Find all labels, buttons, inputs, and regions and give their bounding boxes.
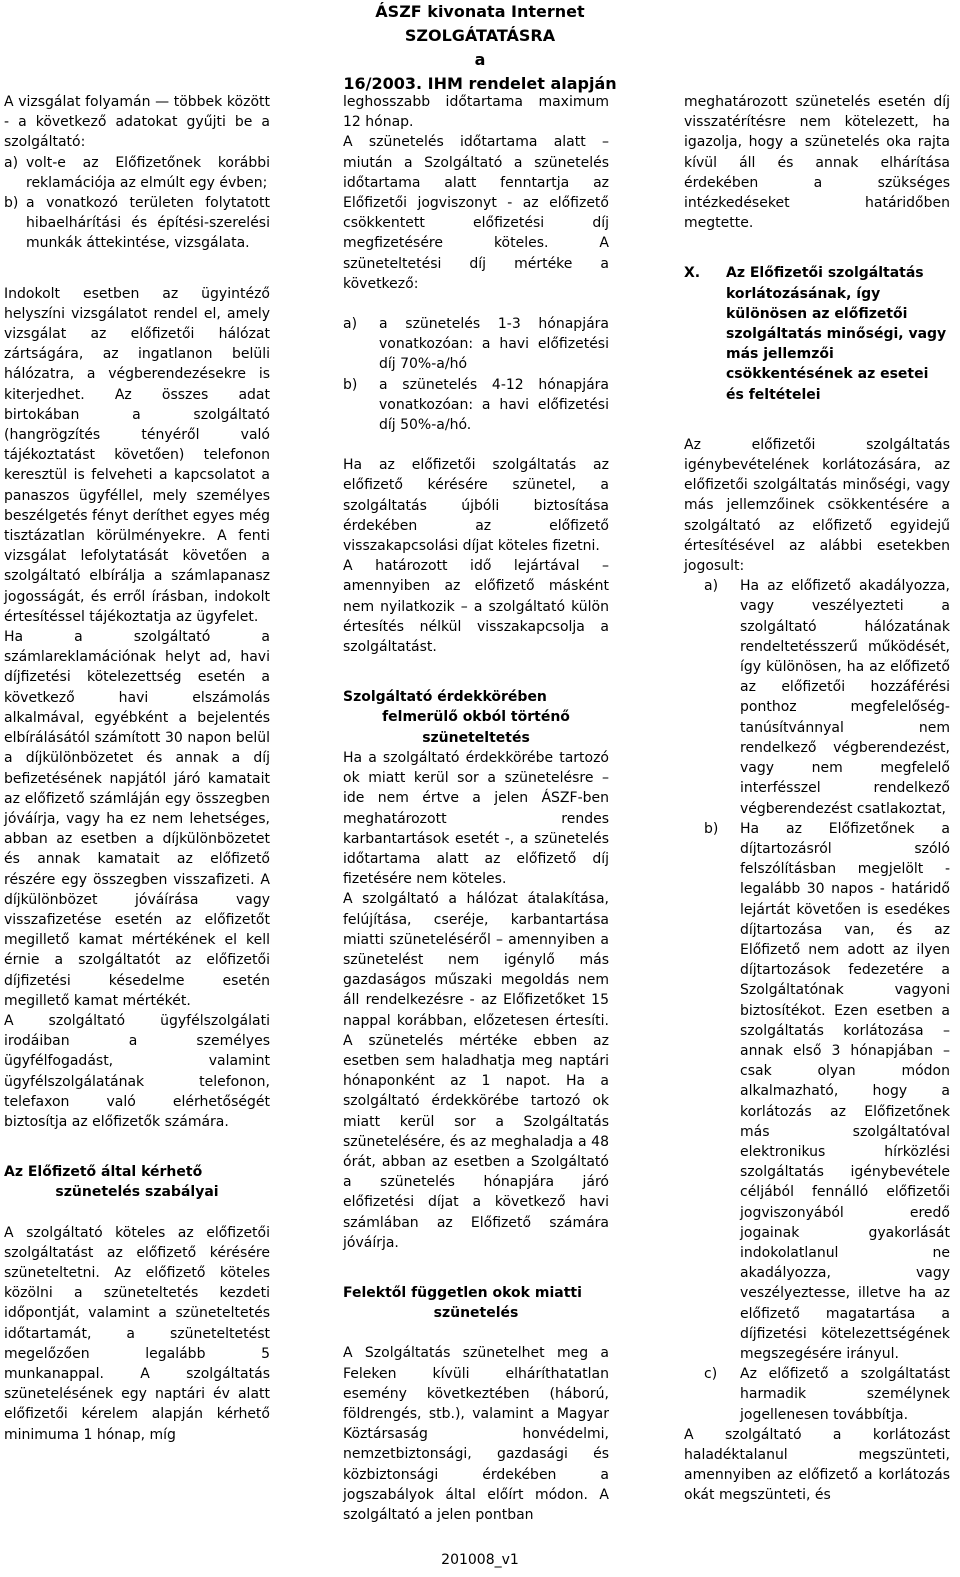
column-3	[684, 92, 950, 1506]
header-title: ÁSZF kivonata Internet SZOLGÁTATÁSRA	[375, 2, 585, 45]
column-1	[4, 92, 270, 1445]
header-regulation: 16/2003. IHM rendelet alapján	[343, 74, 617, 93]
list-label: b)	[704, 820, 719, 837]
list-item	[4, 193, 270, 254]
list-item	[4, 153, 270, 193]
section-heading-provider-suspension: Szolgáltató érdekkörében felmerülő okból történő szüneteltetés	[343, 689, 570, 746]
paragraph-onsite-inspection: Indokolt esetben az ügyintéző helyszíni vizsgálatot rendel el, amely vizsgálat az előfizetői hálózat zártságára, az ingatlanon belüli hálózatra, a végberendezésekre is kiterjedhet. Az összes adat birtokában a szolgáltató (hangrögzítés tényéről való tájékoztatást követően) telefonon keresztül is felveheti a kapcsolatot a panaszos ügyféllel, mely személyes beszélgetés fényt deríthet egyes még tisztázatlan körülményekre. A fenti vizsgálat lefolytatását követően a szolgáltató elbírálja a számlapanasz jogosságát, és erről írásban, indokolt értesítéssel tájékoztatja az ügyfelet.	[4, 285, 270, 625]
version-footer: 201008_v1	[441, 1552, 519, 1568]
paragraph-suspension-request: A szolgáltató köteles az előfizetői szolgáltatást az előfizető kérésére szüneteltetni. Az előfizető köteles közölni a szüneteltetés kezdeti időpontját, valamint a szüneteltetés időtartamát, a szüneteltetést megelőzően legalább 5 munkanappal. A szolgáltatás szünetelésének egy naptári év alatt előfizetői kérelem alapján kérhető minimuma 1 hónap, míg	[4, 1224, 270, 1443]
list-item	[684, 576, 950, 818]
section-number: X.	[684, 265, 701, 282]
section-heading-suspension-rules: Az Előfizető által kérhető szünetelés szabályai	[4, 1164, 219, 1201]
list-text: volt-e az Előfizetőnek korábbi reklamációja az elmúlt egy évben;	[26, 154, 270, 191]
paragraph-customer-service: A szolgáltató ügyfélszolgálati irodáiban a személyes ügyfélfogadást, valamint ügyfélszolgálatának telefonon, telefaxon való elérhetőségét biztosítja az előfizetők számára.	[4, 1012, 270, 1130]
list-item	[343, 314, 609, 375]
paragraph-restriction-cases: Az előfizetői szolgáltatás igénybevételének korlátozására, az előfizetői szolgáltatás minőségi, vagy más jellemzőinek csökkentésére a szolgáltató az előfizető egyidejű értesítésével az alábbi esetekben jogosult:	[684, 436, 950, 575]
paragraph-max-duration: leghosszabb időtartama maximum 12 hónap.	[343, 94, 609, 131]
paragraph-reconnection-fee: Ha az előfizetői szolgáltatás az előfizető kérésére szünetel, a szolgáltatás újbóli biztosítása érdekében az előfizető visszakapcsolási díjat köteles fizetni.	[343, 457, 609, 555]
paragraph-investigation-intro: A vizsgálat folyamán — többek között - a következő adatokat gyűjti be a szolgáltató:	[4, 94, 270, 151]
header-connector: a	[474, 50, 486, 69]
section-heading-restriction	[684, 263, 950, 404]
paragraph-no-refund: meghatározott szünetelés esetén díj visszatérítésre nem kötelezett, ha igazolja, hogy a szünetelés oka rajta kívül áll és annak elhárítása érdekében a szükséges intézkedéseket határidőben megtette.	[684, 94, 950, 232]
list-label: a)	[4, 154, 19, 171]
list-text: Az előfizető a szolgáltatást harmadik személynek jogellenesen továbbítja.	[740, 1366, 950, 1423]
document-header	[300, 0, 660, 96]
column-2	[343, 92, 609, 1525]
list-text: a szünetelés 1-3 hónapjára vonatkozóan: a havi előfizetési díj 70%-a/hó	[379, 316, 609, 373]
list-item	[684, 1364, 950, 1425]
paragraph-suspension-fee: A szünetelés időtartama alatt – miután a Szolgáltató a szünetelés időtartama alatt fenntartja az Előfizetői jogviszonyt - az előfizető csökkentett előfizetési díj megfizetésére köteles. A szüneteltetési díj mértéke a következő:	[343, 134, 609, 292]
paragraph-force-majeure: A Szolgáltatás szünetelhet meg a Feleken kívüli elháríthatatlan esemény következtében (háború, földrengés, stb.), valamint a Magyar Köztársaság honvédelmi, nemzetbiztonsági, gazdasági és közbiztonsági érdekében a jogszabályok által előírt módon. A szolgáltató a jelen pontban	[343, 1345, 609, 1523]
paragraph-provider-suspension: Ha a szolgáltató érdekkörébe tartozó ok miatt kerül sor a szünetelésre – ide nem értve a jelen ÁSZF-ben meghatározott rendes karbantartások esetét -, a szünetelés időtartama alatt az előfizető díj fizetésére nem köteles.	[343, 749, 609, 888]
list-item	[343, 375, 609, 436]
list-label: a)	[704, 578, 719, 595]
list-label: c)	[704, 1366, 718, 1383]
list-text: a szünetelés 4-12 hónapjára vonatkozóan: a havi előfizetési díj 50%-a/hó.	[379, 376, 609, 434]
list-label: b)	[343, 376, 358, 393]
paragraph-network-maintenance: A szolgáltató a hálózat átalakítása, felújítása, cseréje, karbantartása miatti szüneteléséről – amennyiben a szünetelést nem igénylő más gazdaságos műszaki megoldás nem áll rendelkezésre - az Előfizetőket 15 nappal korábban, előzetesen értesíti. A szünetelés mértéke ebben az esetben sem haladhatja meg naptári hónaponként az 1 napot. Ha a szolgáltató érdekkörébe tartozó ok miatt kerül sor a Szolgáltatás szünetelésére, és az meghaladja a 48 órát, abban az esetben a Szolgáltató a szünetelés hónapjára járó előfizetési díjat a következő havi számlában az Előfizető számára jóváírja.	[343, 891, 609, 1251]
section-title: Az Előfizetői szolgáltatás korlátozásának, így különösen az előfizetői szolgáltatás minőségi, vagy más jellemzői csökkentésének az esetei és feltételei	[726, 265, 947, 403]
list-label: b)	[4, 195, 19, 212]
section-heading-force-majeure: Felektől független okok miatti szünetelés	[343, 1284, 582, 1322]
list-text: a vonatkozó területen folytatott hibaelhárítási és építési-szerelési munkák áttekintése, vizsgálata.	[26, 195, 270, 252]
list-label: a)	[343, 316, 358, 333]
list-text: Ha az előfizető akadályozza, vagy veszélyezteti a szolgáltató hálózatának rendeltetésszerű működését, így különösen, ha az előfizető az előfizetői hozzáférési ponthoz megfelelőség-tanúsítvánnyal nem rendelkező végberendezést, vagy nem megfelelő interfésszel rendelkező végberendezést csatlakoztat,	[740, 578, 950, 817]
paragraph-refund: Ha a szolgáltató a számlareklamációnak helyt ad, havi díjfizetési kötelezettség esetén a következő havi elszámolás alkalmával, egyébként a bejelentés elbírálásától számított 30 napon belül a díjkülönbözetet és annak a díj befizetésének napjától járó kamatait az előfizető számláján egy összegben jóváírja, vagy ha ez nem lehetséges, abban az esetben a díjkülönbözetet és annak kamatait az előfizető részére egy összegben visszafizeti. A díjkülönbözet jóváírása vagy visszafizetése esetén az előfizetőt megillető kamat mértékének el kell érnie a szolgáltatót az előfizetői díjfizetési késedelme esetén megillető kamat mértékét.	[4, 629, 270, 1009]
list-text: Ha az Előfizetőnek a díjtartozásról szóló felszólításban megjelölt - legalább 30 napos - határidő lejártát követően is esedékes díjtartozása van, és az Előfizető nem adott az ilyen díjtartozások fedezetére a Szolgáltatónak vagyoni biztosítékot. Ezen esetben a szolgáltatás korlátozása – annak első 3 hónapjában – csak olyan módon alkalmazható, hogy a korlátozás az Előfizetőnek más szolgáltatóval elektronikus hírközlési szolgáltatás igénybevétele céljából fennálló előfizetői jogviszonyából eredő jogainak gyakorlását indokolatlanul ne akadályozza, vagy veszélyeztesse, illetve ha az előfizető magatartása a díjfizetési kötelezettségének megszegésére irányul.	[740, 820, 950, 1362]
paragraph-restriction-lifted: A szolgáltató a korlátozást haladéktalanul megszünteti, amennyiben az előfizető a korlátozás okát megszünteti, és	[684, 1426, 950, 1504]
paragraph-auto-reconnect: A határozott idő lejártával – amennyiben az előfizető másként nem nyilatkozik – a szolgáltató külön értesítés nélkül visszakapcsolja a szolgáltatást.	[343, 558, 609, 656]
list-item	[684, 819, 950, 1364]
